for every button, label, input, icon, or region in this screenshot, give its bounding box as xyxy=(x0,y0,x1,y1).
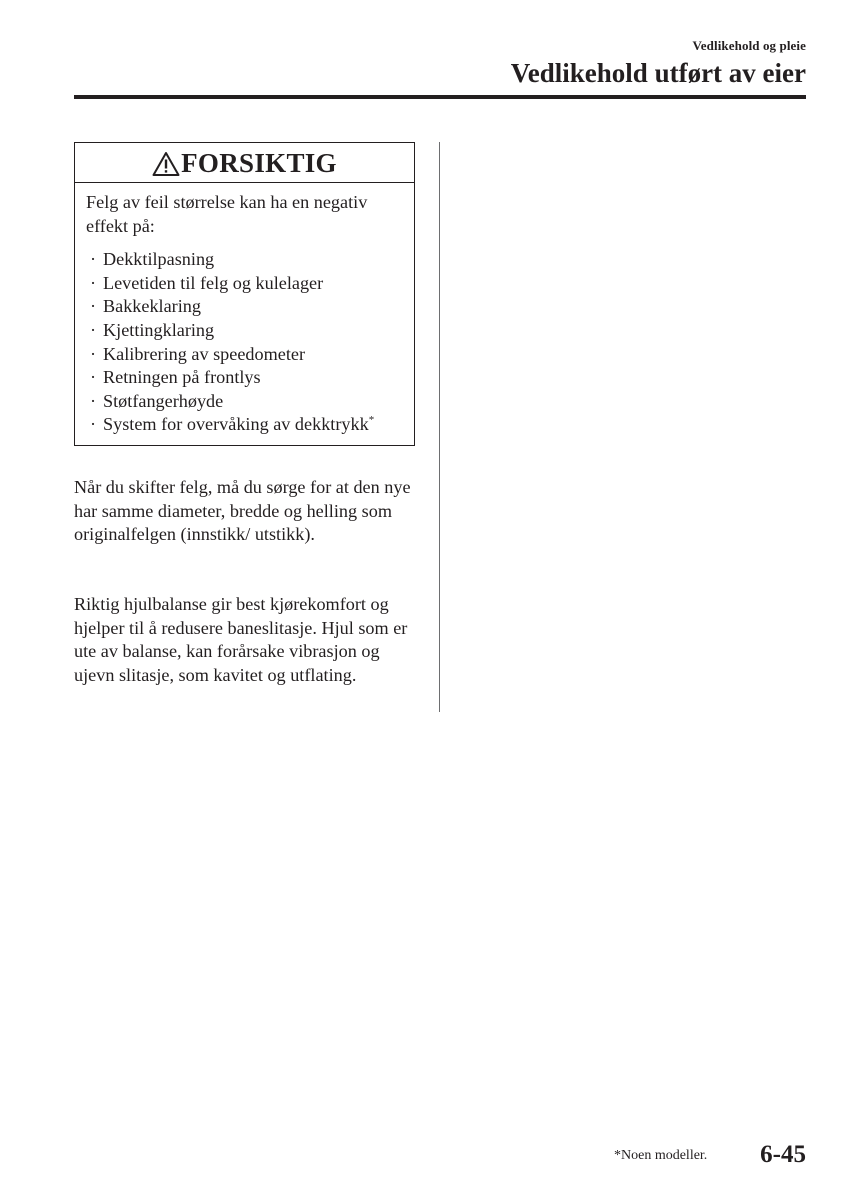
caution-list xyxy=(86,248,404,437)
caution-list-item: · Kalibrering av speedometer xyxy=(86,343,404,367)
footnote: *Noen modeller. xyxy=(614,1148,708,1163)
caution-list-item: · Retningen på frontlys xyxy=(86,366,404,390)
caution-title: FORSIKTIG xyxy=(181,147,337,178)
caution-list-item xyxy=(86,413,404,437)
caution-list-item: · Dekktilpasning xyxy=(86,248,404,272)
column-divider xyxy=(439,142,440,712)
caution-list-item-text: System for overvåking av dekktrykk xyxy=(103,414,369,435)
body-paragraph-rim-change: Når du skifter felg, må du sørge for at den nye har samme diameter, bredde og helling som originalfelgen (innstikk/ utstikk). xyxy=(74,477,411,545)
section-label: Vedlikehold og pleie xyxy=(692,38,806,53)
caution-intro: Felg av feil størrelse kan ha en negativ effekt på: xyxy=(86,192,368,236)
body-paragraph-wheel-balance: Riktig hjulbalanse gir best kjørekomfort og hjelper til å redusere baneslitasje. Hjul som er ute av balanse, kan forårsake vibrasjon og ujevn slitasje, som kavitet og utflating. xyxy=(74,594,408,685)
header-rule xyxy=(74,95,806,99)
caution-list-item: · Kjettingklaring xyxy=(86,319,404,343)
caution-list-item: · Levetiden til felg og kulelager xyxy=(86,272,404,296)
caution-list-item: · Bakkeklaring xyxy=(86,295,404,319)
caution-list-item: · Støtfangerhøyde xyxy=(86,390,404,414)
caution-header xyxy=(75,143,414,183)
caution-body xyxy=(75,183,414,437)
footnote-marker: * xyxy=(368,414,375,427)
caution-box xyxy=(74,142,415,446)
warning-triangle-icon xyxy=(152,151,180,177)
page-number: 6-45 xyxy=(760,1141,806,1168)
page-title: Vedlikehold utført av eier xyxy=(510,58,806,88)
